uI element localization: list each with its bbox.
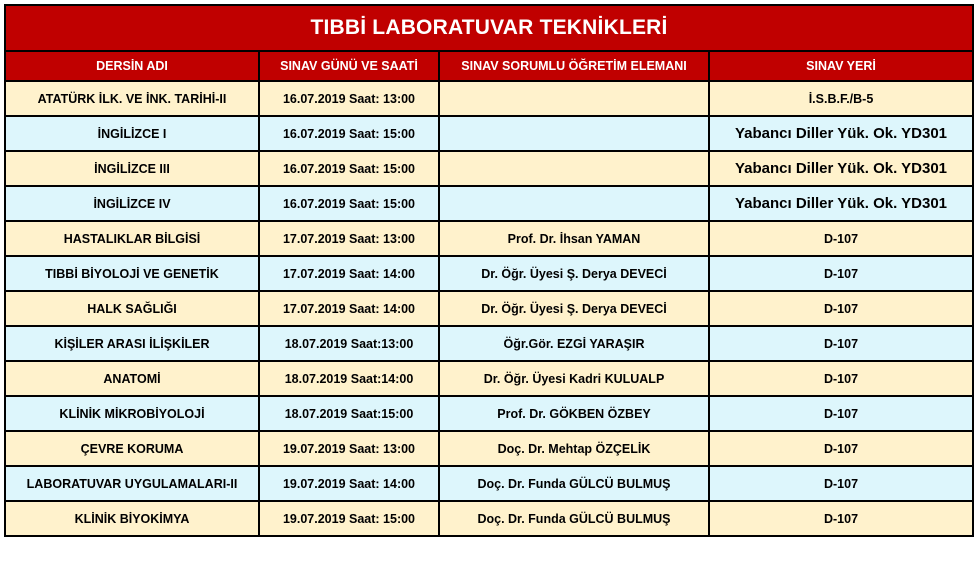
table-row [5, 431, 973, 466]
column-header-instructor: SINAV SORUMLU ÖĞRETİM ELEMANI [439, 51, 709, 81]
table-row [5, 81, 973, 116]
course-cell: İNGİLİZCE IV [5, 186, 259, 221]
place-cell: D-107 [709, 361, 973, 396]
instructor-cell [439, 81, 709, 116]
table-row [5, 221, 973, 256]
schedule-body [5, 81, 973, 536]
instructor-cell: Doç. Dr. Funda GÜLCÜ BULMUŞ [439, 466, 709, 501]
course-cell: İNGİLİZCE I [5, 116, 259, 151]
date-cell: 18.07.2019 Saat:13:00 [259, 326, 439, 361]
instructor-cell: Dr. Öğr. Üyesi Kadri KULUALP [439, 361, 709, 396]
date-cell: 16.07.2019 Saat: 15:00 [259, 151, 439, 186]
date-cell: 17.07.2019 Saat: 14:00 [259, 256, 439, 291]
course-cell: TIBBİ BİYOLOJİ VE GENETİK [5, 256, 259, 291]
date-cell: 17.07.2019 Saat: 14:00 [259, 291, 439, 326]
exam-schedule-table [4, 4, 974, 537]
place-cell: D-107 [709, 466, 973, 501]
course-cell: ATATÜRK İLK. VE İNK. TARİHİ-II [5, 81, 259, 116]
place-cell: D-107 [709, 501, 973, 536]
place-cell: İ.S.B.F./B-5 [709, 81, 973, 116]
table-row [5, 186, 973, 221]
date-cell: 17.07.2019 Saat: 13:00 [259, 221, 439, 256]
instructor-cell: Öğr.Gör. EZGİ YARAŞIR [439, 326, 709, 361]
instructor-cell [439, 151, 709, 186]
course-cell: KİŞİLER ARASI İLİŞKİLER [5, 326, 259, 361]
title-row [5, 5, 973, 51]
course-cell: ANATOMİ [5, 361, 259, 396]
date-cell: 19.07.2019 Saat: 14:00 [259, 466, 439, 501]
course-cell: İNGİLİZCE III [5, 151, 259, 186]
place-cell: D-107 [709, 326, 973, 361]
place-cell: D-107 [709, 221, 973, 256]
table-row [5, 501, 973, 536]
table-row [5, 396, 973, 431]
instructor-cell: Dr. Öğr. Üyesi Ş. Derya DEVECİ [439, 256, 709, 291]
place-cell: Yabancı Diller Yük. Ok. YD301 [709, 186, 973, 221]
header-row [5, 51, 973, 81]
date-cell: 16.07.2019 Saat: 15:00 [259, 186, 439, 221]
column-header-course: DERSİN ADI [5, 51, 259, 81]
place-cell: D-107 [709, 431, 973, 466]
table-row [5, 151, 973, 186]
instructor-cell: Doç. Dr. Mehtap ÖZÇELİK [439, 431, 709, 466]
page-title: TIBBİ LABORATUVAR TEKNİKLERİ [5, 5, 973, 51]
date-cell: 18.07.2019 Saat:14:00 [259, 361, 439, 396]
instructor-cell: Prof. Dr. GÖKBEN ÖZBEY [439, 396, 709, 431]
instructor-cell [439, 116, 709, 151]
column-header-date: SINAV GÜNÜ VE SAATİ [259, 51, 439, 81]
course-cell: ÇEVRE KORUMA [5, 431, 259, 466]
place-cell: Yabancı Diller Yük. Ok. YD301 [709, 116, 973, 151]
place-cell: D-107 [709, 396, 973, 431]
place-cell: D-107 [709, 256, 973, 291]
place-cell: D-107 [709, 291, 973, 326]
table-row [5, 466, 973, 501]
course-cell: KLİNİK MİKROBİYOLOJİ [5, 396, 259, 431]
table-row [5, 116, 973, 151]
instructor-cell [439, 186, 709, 221]
date-cell: 18.07.2019 Saat:15:00 [259, 396, 439, 431]
table-row [5, 256, 973, 291]
instructor-cell: Prof. Dr. İhsan YAMAN [439, 221, 709, 256]
course-cell: LABORATUVAR UYGULAMALARI-II [5, 466, 259, 501]
column-header-place: SINAV YERİ [709, 51, 973, 81]
instructor-cell: Doç. Dr. Funda GÜLCÜ BULMUŞ [439, 501, 709, 536]
date-cell: 19.07.2019 Saat: 13:00 [259, 431, 439, 466]
table-row [5, 291, 973, 326]
instructor-cell: Dr. Öğr. Üyesi Ş. Derya DEVECİ [439, 291, 709, 326]
table-row [5, 361, 973, 396]
date-cell: 16.07.2019 Saat: 13:00 [259, 81, 439, 116]
course-cell: HASTALIKLAR BİLGİSİ [5, 221, 259, 256]
course-cell: HALK SAĞLIĞI [5, 291, 259, 326]
date-cell: 16.07.2019 Saat: 15:00 [259, 116, 439, 151]
place-cell: Yabancı Diller Yük. Ok. YD301 [709, 151, 973, 186]
table-row [5, 326, 973, 361]
date-cell: 19.07.2019 Saat: 15:00 [259, 501, 439, 536]
course-cell: KLİNİK BİYOKİMYA [5, 501, 259, 536]
